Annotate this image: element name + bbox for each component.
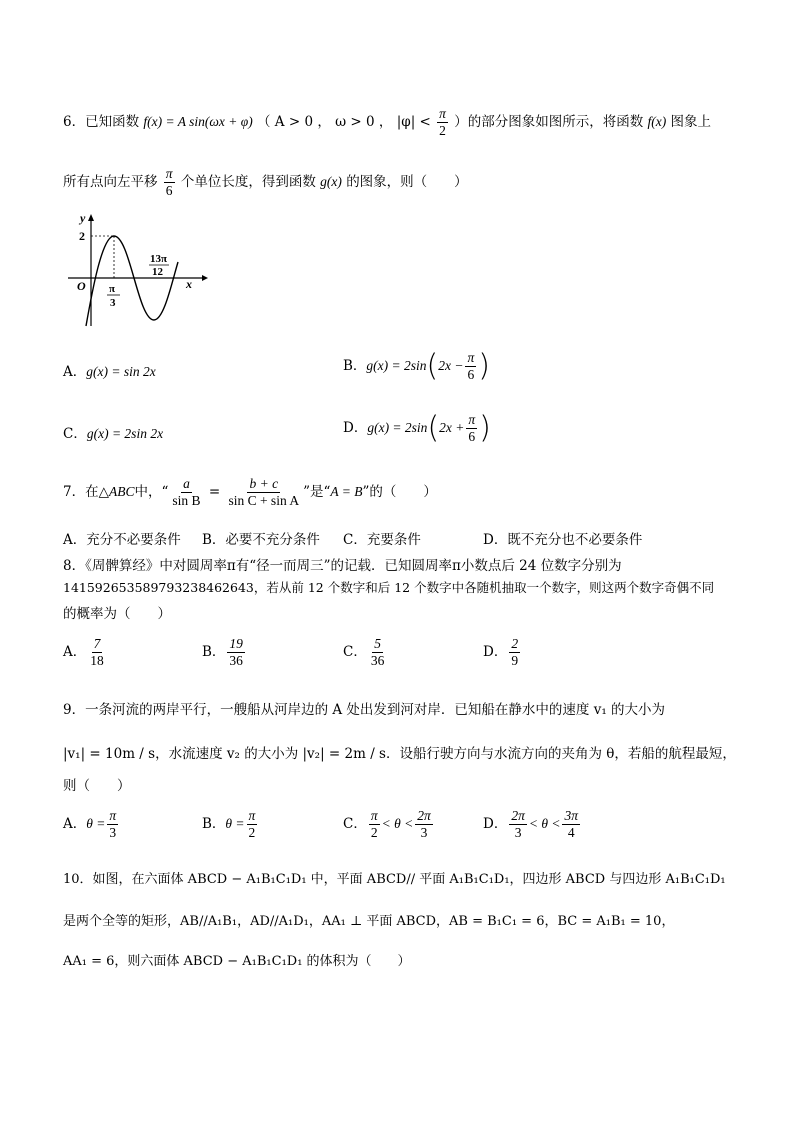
q9-option-a[interactable]: A．θ = $\frac{\pi}{3}$ — [63, 808, 117, 840]
q10-line2: 是两个全等的矩形，AB//A₁B₁，AD//A₁D₁，AA₁ ⊥ 平面 ABCD，AB = B₁C₁ = 6，BC = A₁B₁ = 10， — [63, 914, 675, 929]
q8-option-b[interactable]: B． $\frac{19}{36}$ — [202, 636, 243, 668]
q10-line1: 10．如图，在六面体 ABCD − A₁B₁C₁D₁ 中，平面 ABCD// 平面 A₁B₁C₁D₁，四边形 ABCD 与四边形 A₁B₁C₁D₁ — [63, 872, 726, 887]
graph-tick2-den: 12 — [152, 266, 163, 278]
q8-option-a[interactable]: A． $\frac{7}{18}$ — [63, 636, 104, 668]
q7-stem: 7．在△ABC中，“ $\frac{a}{\text{sin B}}$ = $\frac{b + c}{\text{sin C + sin A}}$ ”是“A = B”的（ ） — [63, 476, 437, 508]
q6-option-b[interactable]: B．g(x) = 2sin(2x − $\frac{\pi}{6}$ ) — [343, 348, 490, 384]
q7-option-b[interactable]: B．必要不充分条件 — [202, 532, 320, 548]
q7-option-a[interactable]: A．充分不必要条件 — [63, 532, 181, 548]
q9-line2: |v₁| = 10m / s，水流速度 v₂ 的大小为 |v₂| = 2m / s．设船行驶方向与水流方向的夹角为 θ，若船的航程最短， — [63, 746, 736, 762]
q9-line3: 则（ ） — [63, 778, 131, 794]
q9-option-c[interactable]: C． $\frac{\pi}{2}$ < θ < $\frac{2\pi}{3}$ — [343, 808, 431, 840]
q6-sine-graph — [62, 212, 212, 332]
q6-line1: 6．已知函数 f(x) = A sin(ωx + φ) （ A > 0 ， ω > 0 ， |φ| < $\frac{\pi}{2}$ ）的部分图象如图所示，将函数 f(x) 图象上 — [63, 106, 712, 138]
graph-x-label: x — [186, 277, 192, 291]
q9-line1: 9．一条河流的两岸平行，一艘船从河岸边的 A 处出发到河对岸．已知船在静水中的速度 v₁ 的大小为 — [63, 702, 666, 718]
q8-option-c[interactable]: C． $\frac{5}{36}$ — [343, 636, 385, 668]
q8-line2: 141592653589793238462643，若从前 12 个数字和后 12 个数字中各随机抽取一个数字，则这两个数字奇偶不同 — [63, 580, 715, 595]
q6-line2: 所有点向左平移 $\frac{\pi}{6}$ 个单位长度，得到函数 g(x) 的图象，则（ ） — [63, 166, 468, 198]
q6-function-def: f(x) = A sin(ωx + φ) — [143, 114, 253, 129]
graph-peak-label: 2 — [79, 229, 85, 243]
q8-line3: 的概率为（ ） — [63, 606, 171, 622]
q6-pi-over-2: $\frac{\pi}{2}$ — [439, 106, 446, 138]
graph-origin-label: O — [77, 279, 86, 293]
q6-pi-over-6: $\frac{\pi}{6}$ — [165, 166, 173, 198]
q9-option-b[interactable]: B．θ = $\frac{\pi}{2}$ — [202, 808, 256, 840]
q9-option-d[interactable]: D． $\frac{2\pi}{3}$ < θ < $\frac{3\pi}{4}$ — [483, 808, 578, 840]
q7-option-d[interactable]: D．既不充分也不必要条件 — [483, 532, 643, 548]
graph-tick1-num: π — [109, 283, 116, 295]
q8-line1: 8．《周髀算经》中对圆周率π有“径一而周三”的记载．已知圆周率π小数点后 24 位数字分别为 — [63, 558, 622, 574]
q8-option-d[interactable]: D． $\frac{2}{9}$ — [483, 636, 519, 668]
q6-option-a[interactable]: A．g(x) = sin 2x — [63, 364, 156, 380]
q6-option-c[interactable]: C．g(x) = 2sin 2x — [63, 426, 164, 442]
q10-line3: AA₁ = 6，则六面体 ABCD − A₁B₁C₁D₁ 的体积为（ ） — [63, 954, 411, 969]
q7-option-c[interactable]: C．充要条件 — [343, 532, 421, 548]
graph-y-label: y — [80, 212, 86, 225]
q6-option-d[interactable]: D．g(x) = 2sin(2x + $\frac{\pi}{6}$ ) — [343, 410, 491, 446]
graph-tick1-den: 3 — [110, 297, 116, 309]
graph-tick2-num: 13π — [150, 253, 168, 265]
